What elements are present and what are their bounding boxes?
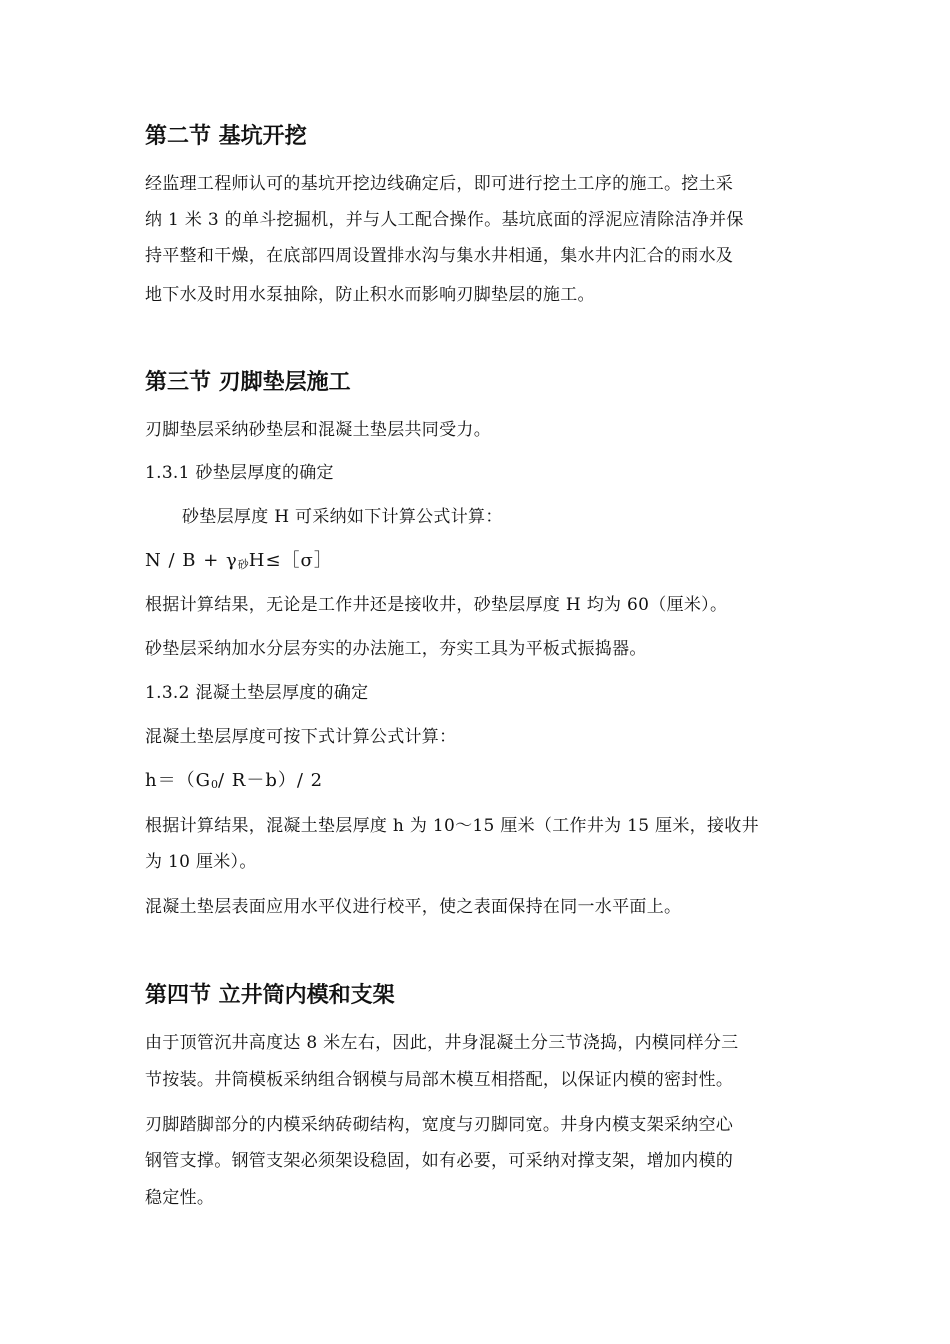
formula-concrete-cushion: h＝（G0/ R－b）/ 2 [145,770,324,791]
subsection-title: 1.3.2 混凝土垫层厚度的确定 [145,683,369,703]
paragraph-line: 节按装。井筒模板采纳组合钢模与局部木模互相搭配，以保证内模的密封性。 [145,1070,734,1090]
paragraph-line: 稳定性。 [145,1188,215,1208]
paragraph-line: 根据计算结果，混凝土垫层厚度 h 为 10～15 厘米（工作井为 15 厘米，接收井 [145,816,759,836]
paragraph-line: 混凝土垫层表面应用水平仪进行校平，使之表面保持在同一水平面上。 [145,897,682,917]
paragraph-line: 纳 1 米 3 的单斗挖掘机，并与人工配合操作。基坑底面的浮泥应清除洁净并保 [145,210,744,230]
paragraph-line: 刃脚垫层采纳砂垫层和混凝土垫层共同受力。 [145,420,491,440]
paragraph-line: 持平整和干燥，在底部四周设置排水沟与集水井相通，集水井内汇合的雨水及 [145,246,734,266]
section-2-heading: 第二节 基坑开挖 [145,124,307,149]
section-4-heading: 第四节 立井筒内模和支架 [145,983,395,1008]
subsection-title: 1.3.1 砂垫层厚度的确定 [145,463,334,483]
paragraph-line: 砂垫层采纳加水分层夯实的办法施工，夯实工具为平板式振捣器。 [145,639,647,659]
paragraph-line: 钢管支撑。钢管支架必须架设稳固，如有必要，可采纳对撑支架，增加内模的 [145,1151,734,1171]
paragraph-line: 经监理工程师认可的基坑开挖边线确定后，即可进行挖土工序的施工。挖土采 [145,174,734,194]
section-3-heading: 第三节 刃脚垫层施工 [145,370,351,395]
paragraph-line: 砂垫层厚度 H 可采纳如下计算公式计算： [182,507,503,527]
paragraph-line: 地下水及时用水泵抽除，防止积水而影响刃脚垫层的施工。 [145,285,595,305]
paragraph-line: 混凝土垫层厚度可按下式计算公式计算： [145,727,457,747]
formula-sand-cushion: N / B + γ砂H≤［σ］ [145,550,333,571]
paragraph-line: 为 10 厘米）。 [145,852,257,872]
paragraph-line: 根据计算结果，无论是工作井还是接收井，砂垫层厚度 H 均为 60（厘米）。 [145,595,728,615]
paragraph-line: 刃脚踏脚部分的内模采纳砖砌结构，宽度与刃脚同宽。井身内模支架采纳空心 [145,1115,734,1135]
paragraph-line: 由于顶管沉井高度达 8 米左右，因此，井身混凝土分三节浇捣，内模同样分三 [145,1033,739,1053]
